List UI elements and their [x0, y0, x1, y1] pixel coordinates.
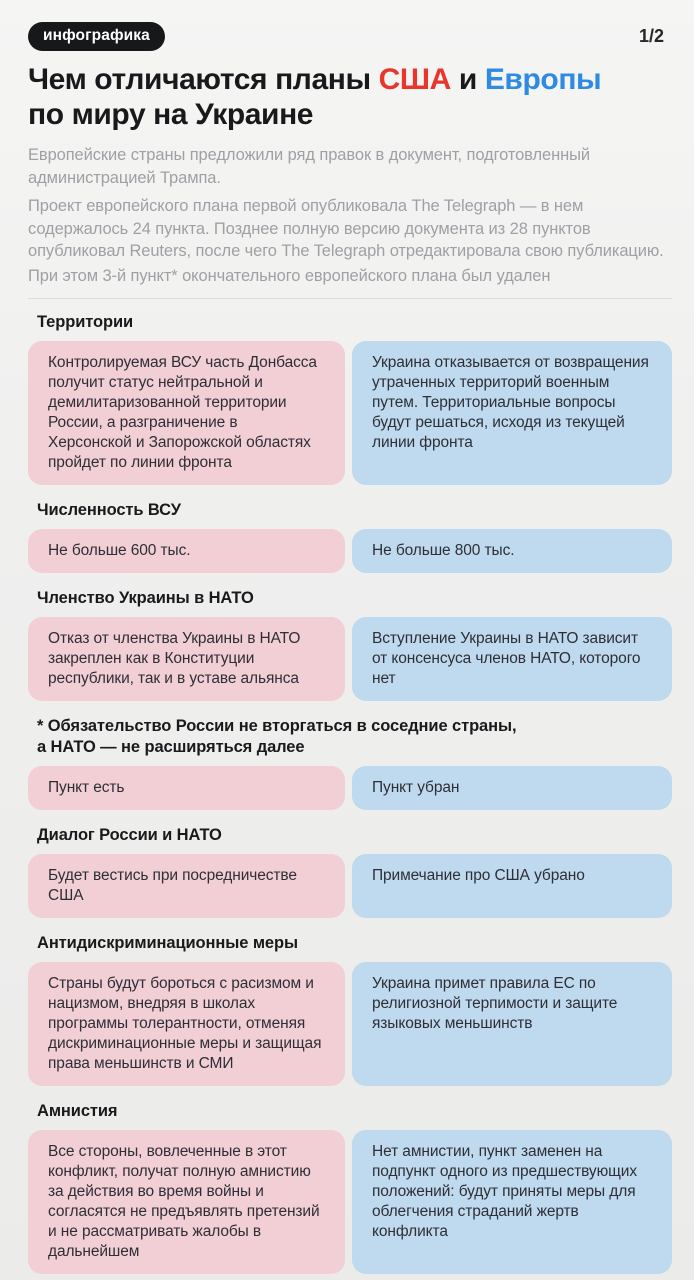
- badge-row: [28, 22, 672, 51]
- intro-paragraph-2: Проект европейского плана первой опубликовала The Telegraph — в нем содержалось 24 пункта. Позднее полную версию документа из 28 пунктов опубликовал Reuters, после чего The Telegraph отредактировала свою публикацию.: [28, 197, 664, 260]
- intro-paragraph-1: Европейские страны предложили ряд правок в документ, подготовленный администрацией Трампа.: [28, 146, 590, 187]
- comparison-row: [28, 341, 672, 485]
- europe-plan-card: Пункт убран: [352, 766, 672, 810]
- title-line-2: по миру на Украине: [28, 98, 314, 131]
- section-territories: [28, 312, 672, 485]
- page-indicator: 1/2: [638, 26, 664, 46]
- usa-plan-card: Пункт есть: [28, 766, 345, 810]
- section-title-antidiscrimination: Антидискриминационные меры: [37, 934, 298, 952]
- section-antidiscrimination: [28, 933, 672, 1086]
- section-army-size: [28, 500, 672, 573]
- section-non-invasion-note: [28, 716, 672, 810]
- comparison-row: [28, 529, 672, 573]
- title-part-1: Чем отличаются планы: [28, 63, 379, 96]
- infographic-badge: инфографика: [28, 22, 165, 51]
- usa-plan-card: Будет вестись при посредничестве США: [28, 854, 345, 918]
- europe-plan-card: Украина примет правила ЕС по религиозной терпимости и защите языковых меньшинств: [352, 962, 672, 1086]
- europe-plan-card: Нет амнистии, пункт заменен на подпункт одного из предшествующих положений: будут приняты меры для облегчения страданий жертв конфликта: [352, 1130, 672, 1274]
- section-title-russia-nato-dialogue: Диалог России и НАТО: [37, 826, 222, 844]
- comparison-row: [28, 962, 672, 1086]
- comparison-row: [28, 854, 672, 918]
- usa-plan-card: Не больше 600 тыс.: [28, 529, 345, 573]
- comparison-row: [28, 1130, 672, 1274]
- usa-plan-card: Отказ от членства Украины в НАТО закреплен как в Конституции республики, так и в уставе альянса: [28, 617, 345, 701]
- intro-paragraph-3: При этом 3-й пункт* окончательного европейского плана был удален: [28, 266, 551, 285]
- europe-plan-card: Вступление Украины в НАТО зависит от консенсуса членов НАТО, которого нет: [352, 617, 672, 701]
- section-nato-membership: [28, 588, 672, 701]
- section-title-non-invasion-note: * Обязательство России не вторгаться в соседние страны, а НАТО — не расширяться далее: [37, 717, 517, 756]
- section-amnesty: [28, 1101, 672, 1274]
- section-title-amnesty: Амнистия: [37, 1102, 118, 1120]
- divider: [28, 298, 672, 299]
- page-title: [28, 62, 672, 132]
- comparison-row: [28, 766, 672, 810]
- section-title-territories: Территории: [37, 313, 134, 331]
- title-part-2: и: [450, 63, 485, 96]
- usa-plan-card: Все стороны, вовлеченные в этот конфликт, получат полную амнистию за действия во время войны и согласятся не предъявлять претензий и не рассматривать жалобы в дальнейшем: [28, 1130, 345, 1274]
- title-line-1: [28, 62, 672, 97]
- europe-plan-card: Не больше 800 тыс.: [352, 529, 672, 573]
- section-title-army-size: Численность ВСУ: [37, 501, 181, 519]
- usa-plan-card: Контролируемая ВСУ часть Донбасса получит статус нейтральной и демилитаризованной территории России, а разграничение в Херсонской и Запорожской областях пройдет по линии фронта: [28, 341, 345, 485]
- usa-plan-card: Страны будут бороться с расизмом и нацизмом, внедряя в школах программы толерантности, отменяя дискриминационные меры и защищая права меньшинств и СМИ: [28, 962, 345, 1086]
- section-russia-nato-dialogue: [28, 825, 672, 918]
- europe-plan-card: Украина отказывается от возвращения утраченных территорий военным путем. Территориальные вопросы будут решаться, исходя из текущей линии фронта: [352, 341, 672, 485]
- header: [28, 22, 672, 299]
- europe-accent-text: Европы: [484, 63, 602, 96]
- comparison-row: [28, 617, 672, 701]
- europe-plan-card: Примечание про США убрано: [352, 854, 672, 918]
- section-title-nato-membership: Членство Украины в НАТО: [37, 589, 254, 607]
- comparison-table: [28, 312, 672, 1274]
- usa-accent-text: США: [378, 63, 451, 96]
